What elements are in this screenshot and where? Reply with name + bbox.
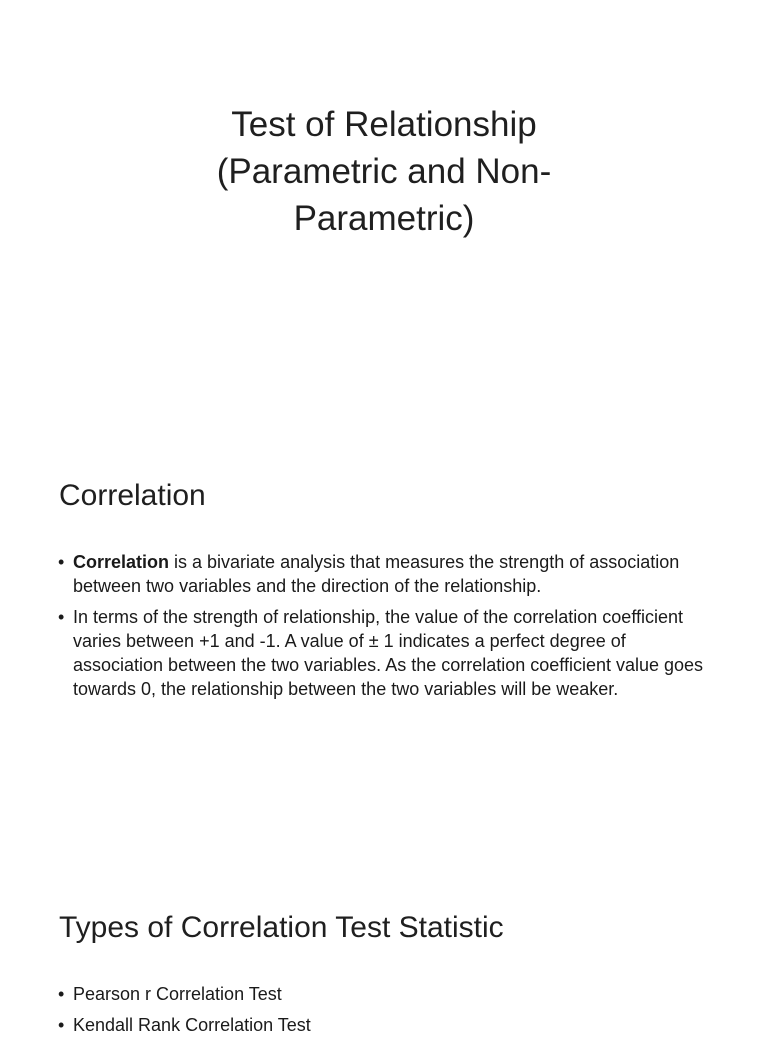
title-line: (Parametric and Non- <box>216 152 552 192</box>
slide-correlation <box>0 432 768 864</box>
bullet-text: is a bivariate analysis that measures the strength of association between two variables and the direction of the relationship. <box>73 552 680 596</box>
slide-title <box>0 0 768 432</box>
bullet-bold-term: Correlation <box>73 552 170 572</box>
slide-heading: Correlation <box>59 479 206 512</box>
slide-title-heading <box>60 101 708 242</box>
bullet-dot: • <box>58 607 65 627</box>
bullet-list <box>58 982 718 1044</box>
bullet-list <box>58 550 718 708</box>
title-line: Test of Relationship <box>231 105 537 145</box>
title-line: Parametric) <box>293 199 475 239</box>
bullet-dot: • <box>58 984 65 1004</box>
bullet-text: Kendall Rank Correlation Test <box>73 1015 311 1035</box>
bullet-item <box>58 1013 718 1037</box>
bullet-text: In terms of the strength of relationship, the value of the correlation coefficient varies between +1 and -1. A value of ± 1 indicates a perfect degree of association between the two variables. As the correlation coefficient value goes towards 0, the relationship between the two variables will be weaker. <box>73 607 704 699</box>
bullet-item <box>58 550 718 598</box>
bullet-text: Pearson r Correlation Test <box>73 984 282 1004</box>
slide-types-of-correlation <box>0 864 768 1064</box>
slide-heading: Types of Correlation Test Statistic <box>59 911 504 944</box>
bullet-dot: • <box>58 552 65 572</box>
bullet-item <box>58 605 718 701</box>
bullet-dot: • <box>58 1015 65 1035</box>
bullet-item <box>58 982 718 1006</box>
